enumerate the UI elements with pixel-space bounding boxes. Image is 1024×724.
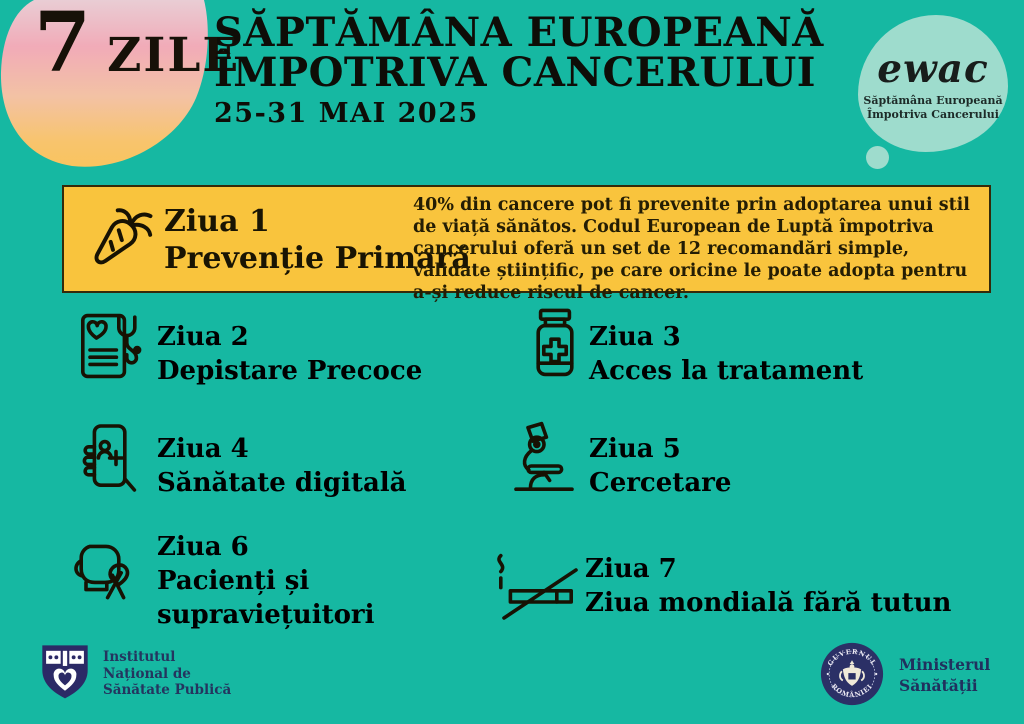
microscope-icon bbox=[504, 418, 584, 498]
ministry-name bbox=[899, 654, 990, 696]
seal-arc-top-text: GUVERNUL bbox=[826, 647, 878, 668]
seal-arc-bottom-text: ROMÂNIEI bbox=[829, 682, 875, 699]
day4-title: Ziua 4 bbox=[157, 434, 249, 464]
medical-record-stethoscope-icon bbox=[70, 306, 150, 386]
day4-label bbox=[157, 432, 477, 500]
date-range: 25-31 MAI 2025 bbox=[214, 98, 479, 129]
day5-label bbox=[589, 432, 1009, 500]
boxing-glove-ribbon-icon bbox=[66, 532, 146, 612]
day6-title: Ziua 6 bbox=[157, 532, 249, 562]
badge-label: ZILE bbox=[107, 28, 241, 83]
seven-days-badge bbox=[34, 0, 241, 91]
insp-shield-logo bbox=[38, 636, 92, 704]
insp-line-3: Sănătate Publică bbox=[103, 682, 232, 698]
day7-label bbox=[585, 552, 1015, 620]
badge-number: 7 bbox=[34, 0, 92, 91]
day3-title: Ziua 3 bbox=[589, 322, 681, 352]
title-line-1: SĂPTĂMÂNA EUROPEANĂ bbox=[214, 9, 824, 56]
day2-subtitle: Depistare Precoce bbox=[157, 356, 423, 386]
day6-subtitle: Pacienți și supraviețuitori bbox=[157, 566, 375, 630]
government-of-romania-seal bbox=[820, 642, 884, 706]
title-line-2: ÎMPOTRIVA CANCERULUI bbox=[214, 49, 816, 96]
insp-line-1: Institutul bbox=[103, 649, 176, 665]
day1-description: 40% din cancere pot fi prevenite prin adoptarea unui stil de viață sănătos. Codul European de Luptă împotriva cancerului oferă un set de 12 recomandări simple, validate științific, pe care oricine le poate adopta pentru a-și reduce riscul de cancer. bbox=[413, 195, 970, 303]
day3-subtitle: Acces la tratament bbox=[589, 356, 864, 386]
ewac-logo bbox=[858, 15, 1008, 152]
ewac-tagline: Săptămâna Europeană Împotriva Cancerului bbox=[863, 94, 1003, 121]
carrot-icon bbox=[74, 195, 162, 283]
day1-title: Ziua 1 bbox=[164, 204, 270, 239]
day7-title: Ziua 7 bbox=[585, 554, 677, 584]
ewac-wordmark: ewac bbox=[877, 46, 989, 92]
day3-label bbox=[589, 320, 1009, 388]
day6-label bbox=[157, 530, 407, 632]
ewac-bubble-dot bbox=[866, 146, 889, 169]
day4-subtitle: Sănătate digitală bbox=[157, 468, 407, 498]
insp-line-2: Național de bbox=[103, 665, 191, 682]
day2-label bbox=[157, 320, 477, 388]
day1-subtitle: Prevenție Primară bbox=[164, 241, 471, 276]
phone-health-app-icon bbox=[68, 418, 148, 498]
day1-banner bbox=[62, 185, 991, 303]
day2-title: Ziua 2 bbox=[157, 322, 249, 352]
page-title bbox=[214, 9, 824, 129]
ministry-line-2: Sănătății bbox=[899, 676, 978, 695]
day7-subtitle: Ziua mondială fără tutun bbox=[585, 588, 952, 618]
insp-name bbox=[103, 649, 231, 699]
day5-title: Ziua 5 bbox=[589, 434, 681, 464]
ministry-line-1: Ministerul bbox=[899, 655, 991, 674]
day5-subtitle: Cercetare bbox=[589, 468, 732, 498]
medicine-bottle-icon bbox=[515, 304, 595, 384]
no-smoking-icon bbox=[488, 546, 584, 626]
